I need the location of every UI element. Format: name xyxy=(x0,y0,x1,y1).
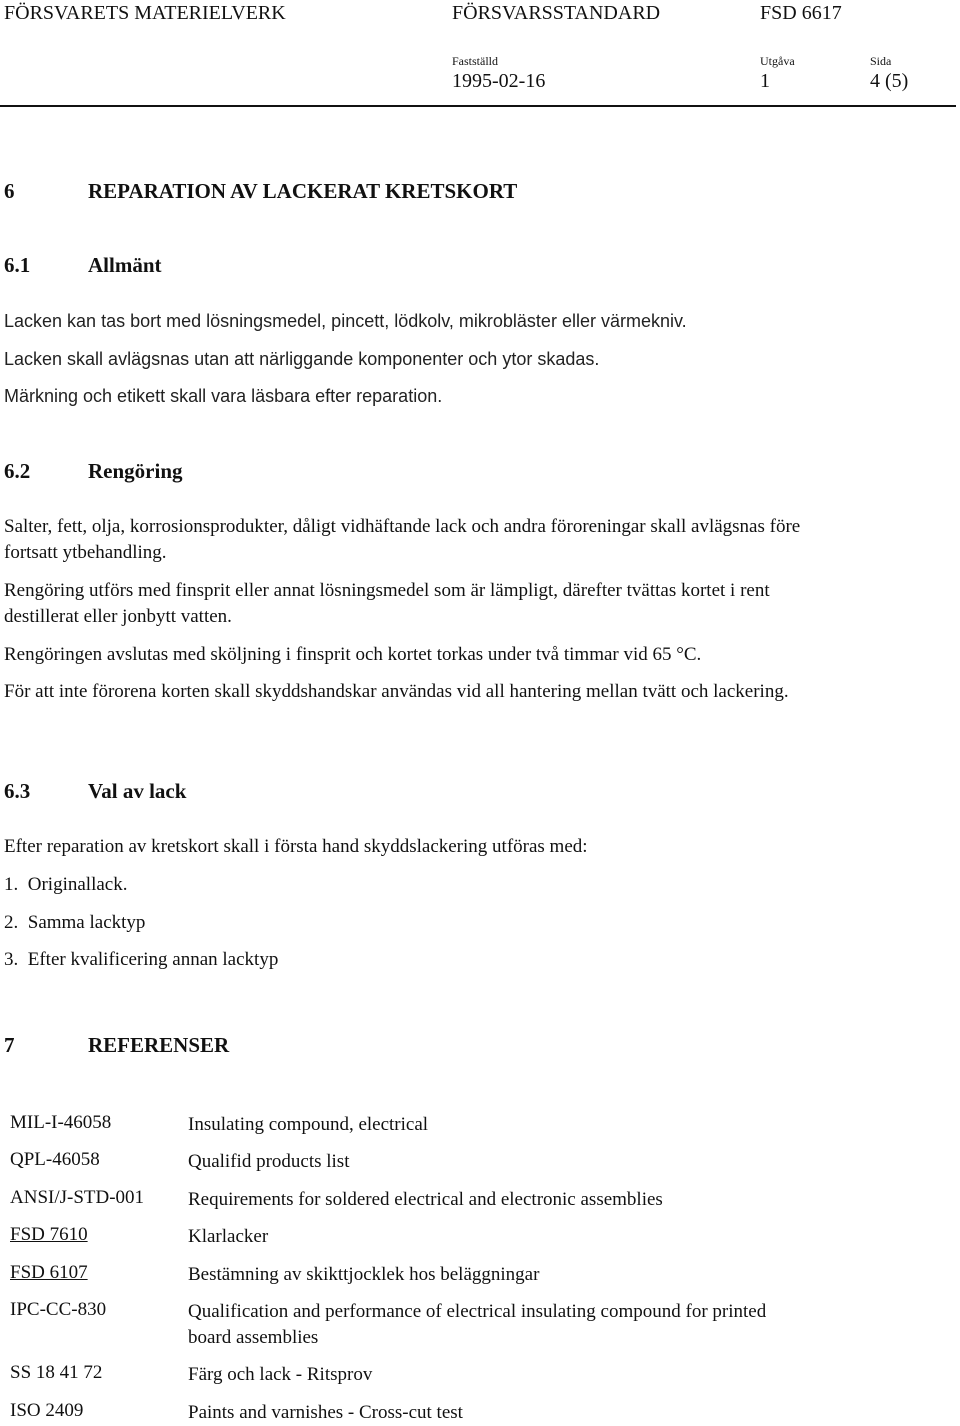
established-date: 1995-02-16 xyxy=(452,70,546,92)
established-label: Fastställd xyxy=(452,54,499,68)
section-7-title: REFERENSER xyxy=(88,1033,230,1057)
reference-code: IPC-CC-830 xyxy=(10,1299,107,1320)
reference-description: Klarlacker xyxy=(188,1226,269,1247)
paragraph: Salter, fett, olja, korrosionsprodukter, dåligt vidhäftande lack och andra föroreningar skall avlägsnas före fortsatt ytbehandling. xyxy=(4,516,801,563)
reference-description: Qualification and performance of electrical insulating compound for printed board assemblies xyxy=(188,1301,767,1348)
section-7-number: 7 xyxy=(4,1033,15,1057)
section-6-title: REPARATION AV LACKERAT KRETSKORT xyxy=(88,179,518,203)
reference-link[interactable]: FSD 6107 xyxy=(10,1262,88,1283)
paragraph-line: Lacken skall avlägsnas utan att närliggande komponenter och ytor skadas. xyxy=(4,349,600,369)
edition-label: Utgåva xyxy=(760,54,795,68)
page-label: Sida xyxy=(870,54,892,68)
header-divider xyxy=(0,105,956,107)
document-type: FÖRSVARSSTANDARD xyxy=(452,2,661,24)
paragraph: Rengöring utförs med finsprit eller annat lösningsmedel som är lämpligt, därefter tvättas kortet i rent destillerat eller jonbytt vatten. xyxy=(4,580,770,627)
document-header xyxy=(0,0,960,107)
page-number: 4 (5) xyxy=(870,70,909,92)
paragraph-line: Märkning och etikett skall vara läsbara efter reparation. xyxy=(4,386,443,406)
list-item: 3. Efter kvalificering annan lacktyp xyxy=(4,949,279,970)
paragraph: Rengöringen avslutas med sköljning i finsprit och kortet torkas under två timmar vid 65 °C. xyxy=(4,644,702,665)
section-6-number: 6 xyxy=(4,179,15,203)
list-item: 1. Originallack. xyxy=(4,874,128,895)
section-6-2-number: 6.2 xyxy=(4,459,31,483)
reference-description: Paints and varnishes - Cross-cut test xyxy=(188,1402,463,1423)
section-6-3-title: Val av lack xyxy=(88,779,187,803)
section-6-2-title: Rengöring xyxy=(88,459,183,483)
reference-description: Färg och lack - Ritsprov xyxy=(188,1364,373,1385)
reference-code: ANSI/J-STD-001 xyxy=(10,1187,145,1208)
reference-description: Requirements for soldered electrical and electronic assemblies xyxy=(188,1189,663,1210)
section-6-3-number: 6.3 xyxy=(4,779,31,803)
reference-code: ISO 2409 xyxy=(10,1400,84,1421)
paragraph-line: Lacken kan tas bort med lösningsmedel, pincett, lödkolv, mikrobläster eller värmekniv. xyxy=(4,311,687,331)
reference-description: Bestämning av skikttjocklek hos beläggningar xyxy=(188,1264,540,1285)
organization-name: FÖRSVARETS MATERIELVERK xyxy=(4,2,286,24)
reference-code: QPL-46058 xyxy=(10,1149,100,1170)
list-item: 2. Samma lacktyp xyxy=(4,912,146,933)
document-id: FSD 6617 xyxy=(760,2,842,24)
paragraph: För att inte förorena korten skall skyddshandskar användas vid all hantering mellan tvätt och lackering. xyxy=(4,681,789,702)
edition-number: 1 xyxy=(760,70,770,92)
paragraph: Efter reparation av kretskort skall i första hand skyddslackering utföras med: xyxy=(4,836,588,857)
reference-description: Insulating compound, electrical xyxy=(188,1114,429,1135)
reference-code: MIL-I-46058 xyxy=(10,1112,112,1133)
section-6-1-number: 6.1 xyxy=(4,253,31,277)
section-6-1-title: Allmänt xyxy=(88,253,162,277)
reference-link[interactable]: FSD 7610 xyxy=(10,1224,88,1245)
reference-code: SS 18 41 72 xyxy=(10,1362,103,1383)
reference-description: Qualifid products list xyxy=(188,1151,350,1172)
